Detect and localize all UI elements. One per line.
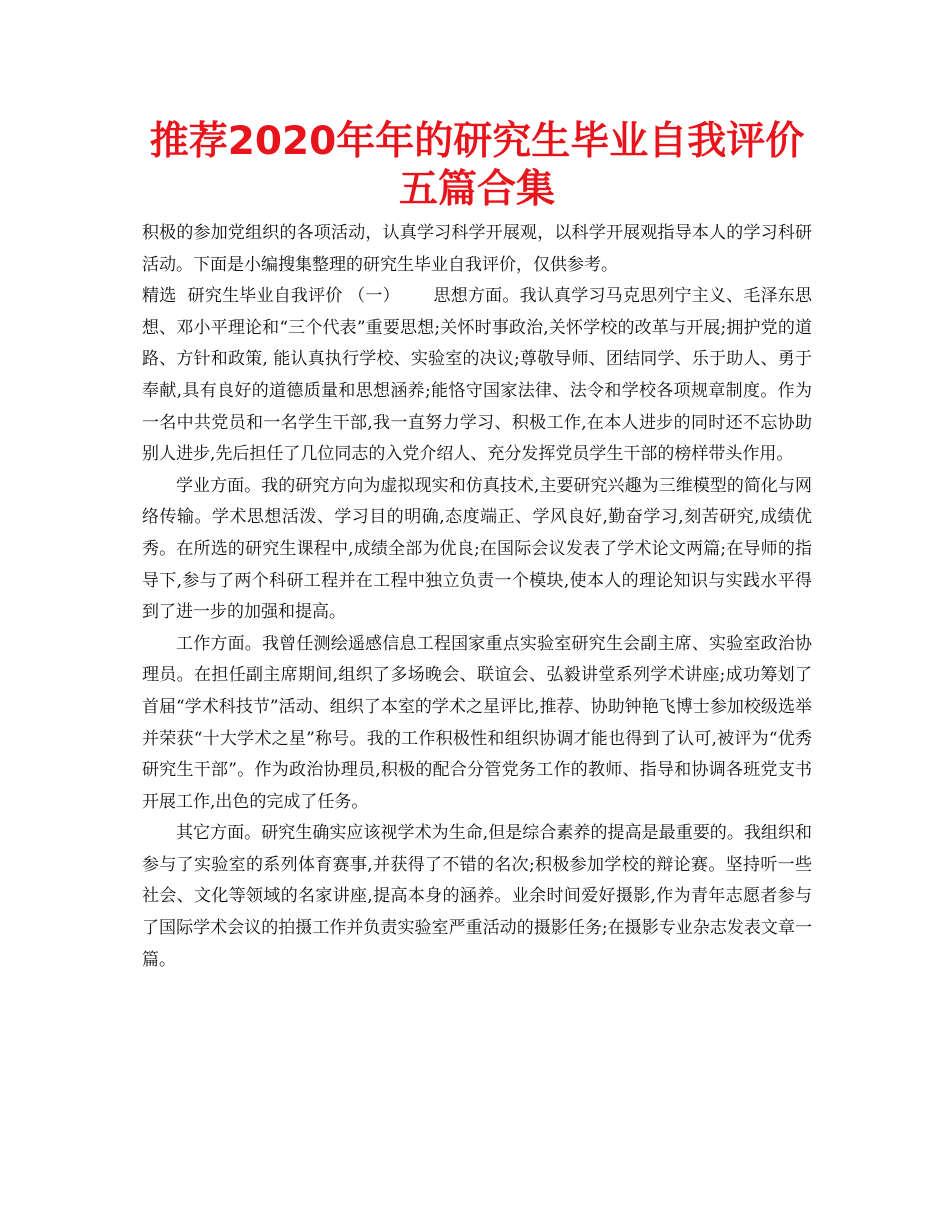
section-gap xyxy=(400,286,434,306)
paragraph-other: 其它方面。研究生确实应该视学术为生命,但是综合素养的提高是最重要的。我组织和参与了实验室的系列体育赛事,并获得了不错的名次;积极参加学校的辩论赛。坚持听一些社会、文化等领域的名家讲座,提高本身的涵养。业余时间爱好摄影,作为青年志愿者参与了国际学术会议的拍摄工作并负责实验室严重活动的摄影任务;在摄影专业杂志发表文章一篇。 xyxy=(142,823,812,970)
paragraph-work: 工作方面。我曾任测绘遥感信息工程国家重点实验室研究生会副主席、实验室政治协理员。在担任副主席期间,组织了多场晚会、联谊会、弘毅讲堂系列学术讲座;成功筹划了首届“学术科技节”活动、组织了本室的学术之星评比,推荐、协助钟艳飞博士参加校级选举并荣获“十大学术之星”称号。我的工作积极性和组织协调才能也得到了认可,被评为“优秀研究生干部”。作为政治协理员,积极的配合分管党务工作的教师、指导和协调各班党支书开展工作,出色的完成了任务。 xyxy=(142,633,812,812)
paragraph-ideology: 思想方面。我认真学习马克思列宁主义、毛泽东思想、邓小平理论和“三个代表”重要思想;关怀时事政治,关怀学校的改革与开展;拥护党的道路、方针和政策, 能认真执行学校、实验室的决议;尊敬导师、团结同学、乐于助人、勇于奉献,具有良好的道德质量和思想涵养;能恪守国家法律、法令和学校各项规章制度。作为一名中共党员和一名学生干部,我一直努力学习、积极工作,在本人进步的同时还不忘协助别人进步,先后担任了几位同志的入党介绍人、充分发挥党员学生干部的榜样带头作用。 xyxy=(142,286,812,465)
document-title: 推荐2020年年的研究生毕业自我评价五篇合集 xyxy=(149,119,805,212)
document-body xyxy=(142,218,812,976)
paragraph-academic: 学业方面。我的研究方向为虚拟现实和仿真技术,主要研究兴趣为三维模型的简化与网络传输。学术思想活泼、学习目的明确,态度端正、学风良好,勤奋学习,刻苦研究,成绩优秀。在所选的研究生课程中,成绩全部为优良;在国际会议发表了学术论文两篇;在导师的指导下,参与了两个科研工程并在工程中独立负责一个模块,使本人的理论知识与实践水平得到了进一步的加强和提高。 xyxy=(142,475,812,623)
intro-paragraph: 积极的参加党组织的各项活动，认真学习科学开展观，以科学开展观指导本人的学习科研活动。下面是小编搜集整理的研究生毕业自我评价，仅供参考。 xyxy=(142,223,812,275)
first-section-paragraph xyxy=(142,281,812,471)
section-label: 精选 研究生毕业自我评价 （一） xyxy=(142,286,400,307)
